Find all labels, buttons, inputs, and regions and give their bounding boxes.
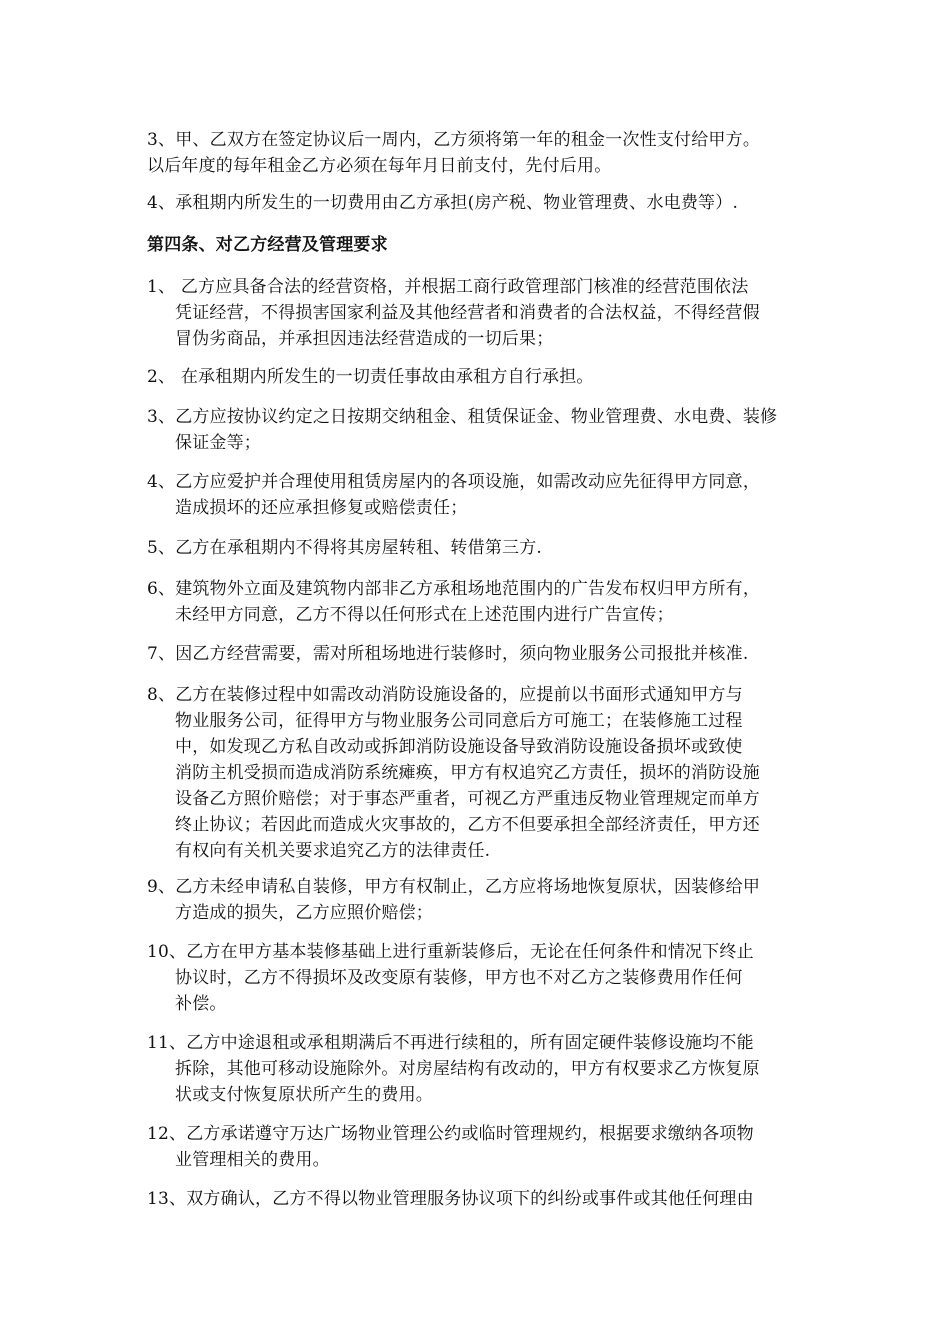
- text-line: 保证金等；: [175, 433, 261, 453]
- paragraph-clause-4: [147, 190, 817, 216]
- list-item-5: [147, 535, 817, 561]
- list-item-12: [147, 1121, 817, 1173]
- list-item-11: [147, 1030, 817, 1108]
- text-line: 5、乙方在承租期内不得将其房屋转租、转借第三方.: [147, 538, 543, 558]
- text-line: 10、乙方在甲方基本装修基础上进行重新装修后，无论在任何条件和情况下终止: [147, 942, 754, 962]
- text-line: 有权向有关机关要求追究乙方的法律责任.: [175, 841, 491, 861]
- paragraph-clause-3: [147, 127, 817, 179]
- text-line: 凭证经营，不得损害国家利益及其他经营者和消费者的合法权益，不得经营假: [175, 303, 760, 323]
- text-line: 中，如发现乙方私自改动或拆卸消防设施设备导致消防设施设备损坏或致使: [175, 737, 743, 757]
- text-line: 协议时，乙方不得损坏及改变原有装修，甲方也不对乙方之装修费用作任何: [175, 968, 743, 988]
- text-line: 3、乙方应按协议约定之日按期交纳租金、租赁保证金、物业管理费、水电费、装修: [147, 407, 778, 427]
- text-line: 业管理相关的费用。: [175, 1150, 330, 1170]
- text-line: 以后年度的每年租金乙方必须在每年月日前支付，先付后用。: [147, 156, 612, 176]
- text-line: 拆除，其他可移动设施除外。对房屋结构有改动的，甲方有权要求乙方恢复原: [175, 1059, 760, 1079]
- text-line: 4、乙方应爱护并合理使用租赁房屋内的各项设施，如需改动应先征得甲方同意，: [147, 472, 761, 492]
- text-line: 未经甲方同意，乙方不得以任何形式在上述范围内进行广告宣传；: [175, 605, 674, 625]
- text-line: 2、 在承租期内所发生的一切责任事故由承租方自行承担。: [147, 367, 594, 387]
- section-title: 第四条、对乙方经营及管理要求: [147, 235, 388, 255]
- text-line: 设备乙方照价赔偿；对于事态严重者，可视乙方严重违反物业管理规定而单方: [175, 789, 760, 809]
- text-line: 9、乙方未经申请私自装修，甲方有权制止，乙方应将场地恢复原状，因装修给甲: [147, 877, 761, 897]
- text-line: 6、建筑物外立面及建筑物内部非乙方承租场地范围内的广告发布权归甲方所有，: [147, 579, 761, 599]
- text-line: 8、乙方在装修过程中如需改动消防设施设备的，应提前以书面形式通知甲方与: [147, 685, 743, 705]
- text-line: 冒伪劣商品，并承担因违法经营造成的一切后果；: [175, 329, 554, 349]
- text-line: 补偿。: [175, 994, 227, 1014]
- text-line: 13、双方确认，乙方不得以物业管理服务协议项下的纠纷或事件或其他任何理由: [147, 1189, 754, 1209]
- text-line: 11、乙方中途退租或承租期满后不再进行续租的，所有固定硬件装修设施均不能: [147, 1033, 754, 1053]
- list-item-6: [147, 576, 817, 628]
- list-item-13: [147, 1186, 817, 1212]
- section-heading: [147, 232, 817, 258]
- list-item-7: [147, 641, 817, 667]
- text-line: 消防主机受损而造成消防系统瘫痪，甲方有权追究乙方责任，损坏的消防设施: [175, 763, 760, 783]
- text-line: 12、乙方承诺遵守万达广场物业管理公约或临时管理规约，根据要求缴纳各项物: [147, 1124, 754, 1144]
- list-item-2: [147, 364, 817, 390]
- text-line: 1、 乙方应具备合法的经营资格，并根据工商行政管理部门核准的经营范围依法: [147, 277, 749, 297]
- list-item-8: [147, 682, 817, 864]
- list-item-10: [147, 939, 817, 1017]
- list-item-1: [147, 274, 817, 352]
- text-line: 7、因乙方经营需要，需对所租场地进行装修时，须向物业服务公司报批并核准.: [147, 644, 749, 664]
- list-item-3: [147, 404, 817, 456]
- list-item-9: [147, 874, 817, 926]
- text-line: 物业服务公司，征得甲方与物业服务公司同意后方可施工；在装修施工过程: [175, 711, 743, 731]
- text-line: 4、承租期内所发生的一切费用由乙方承担(房产税、物业管理费、水电费等）.: [147, 193, 739, 213]
- text-line: 方造成的损失，乙方应照价赔偿；: [175, 903, 433, 923]
- list-item-4: [147, 469, 817, 521]
- text-line: 3、甲、乙双方在签定协议后一周内，乙方须将第一年的租金一次性支付给甲方。: [147, 130, 761, 150]
- text-line: 状或支付恢复原状所产生的费用。: [175, 1085, 433, 1105]
- text-line: 终止协议；若因此而造成火灾事故的，乙方不但要承担全部经济责任，甲方还: [175, 815, 760, 835]
- text-line: 造成损坏的还应承担修复或赔偿责任；: [175, 498, 468, 518]
